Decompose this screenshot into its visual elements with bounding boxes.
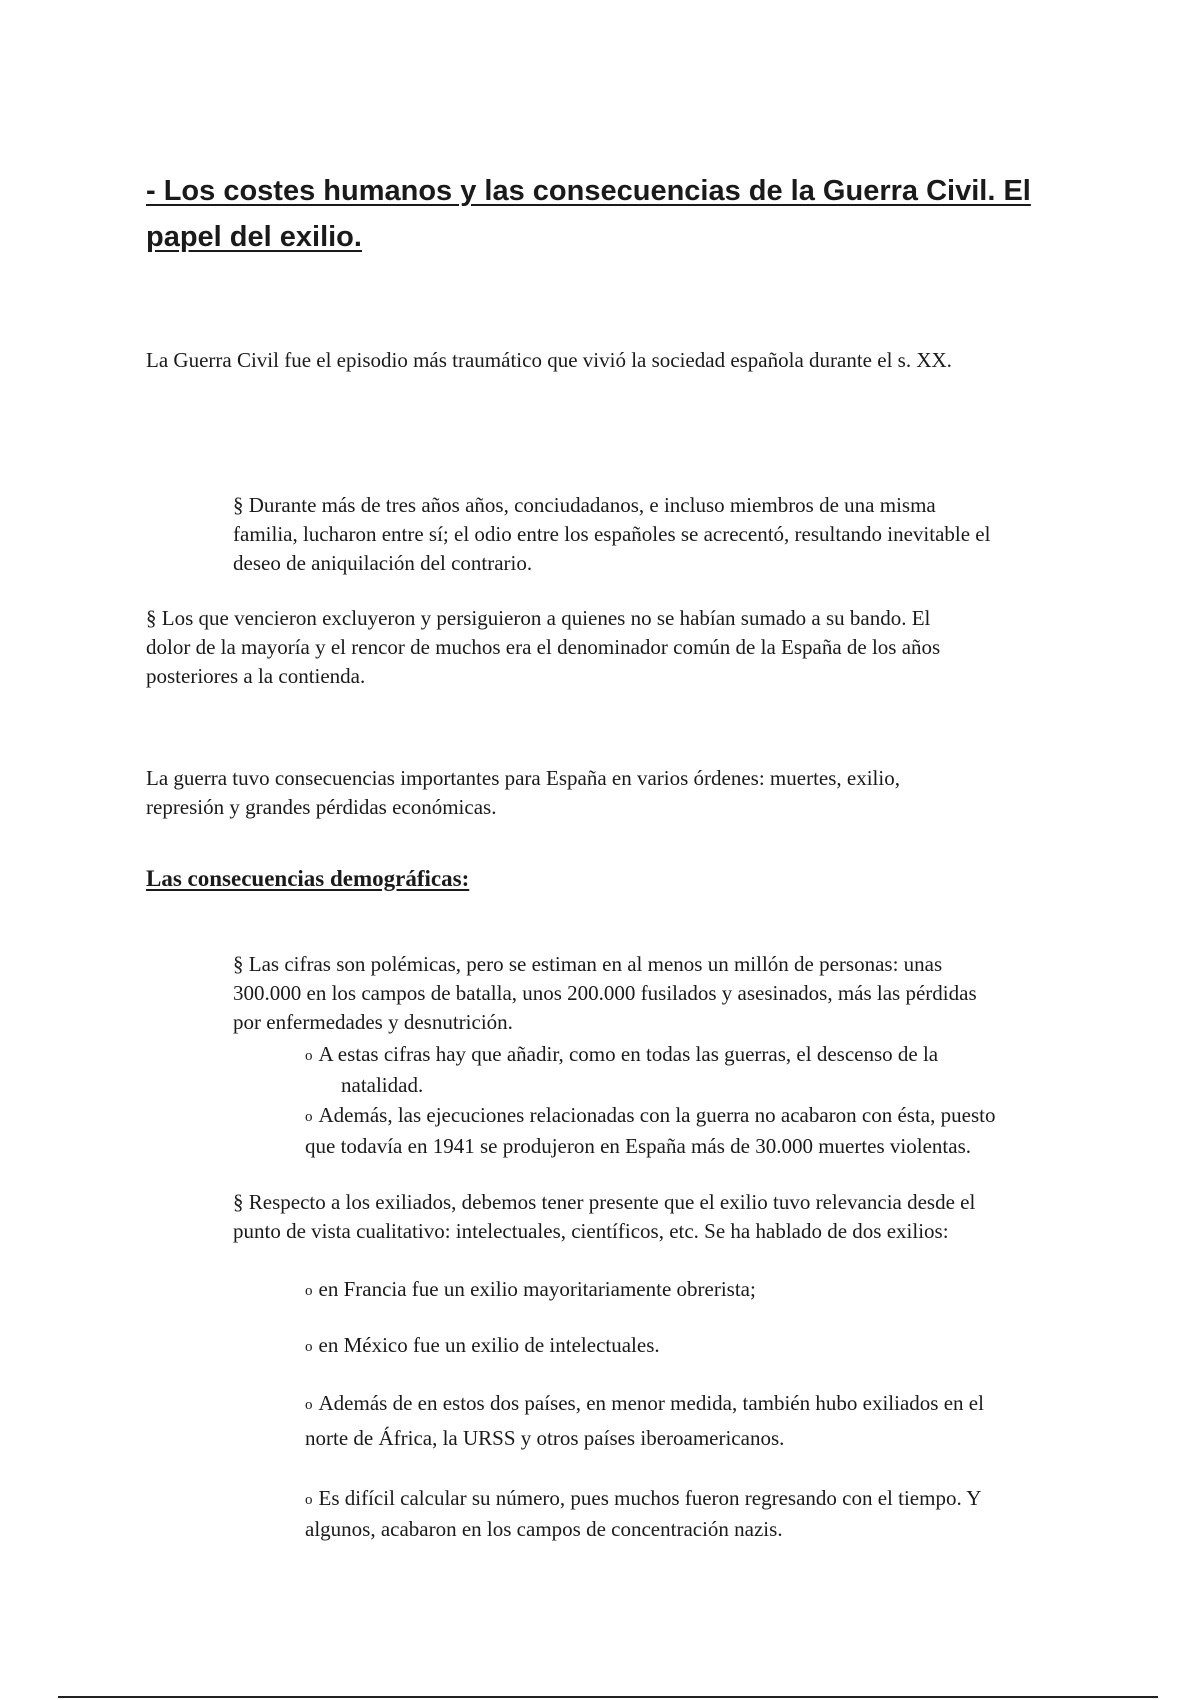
sub-bullet-2: [305, 1101, 1005, 1161]
sub-bullet-6-text: Es difícil calcular su número, pues muchos fueron regresando con el tiempo. Y algunos, acabaron en los campos de concentración nazis.: [305, 1486, 981, 1541]
sub-bullet-4: [305, 1331, 1005, 1362]
sub-bullet-1-line1: A estas cifras hay que añadir, como en todas las guerras, el descenso de la: [318, 1042, 939, 1066]
bullet-paragraph-4: § Respecto a los exiliados, debemos tener presente que el exilio tuvo relevancia desde el punto de vista cualitativo: intelectuales, científicos, etc. Se ha hablado de dos exilios:: [233, 1190, 976, 1243]
sub-bullet-5: [305, 1387, 1005, 1455]
bullet-paragraph-1: § Durante más de tres años años, conciudadanos, e incluso miembros de una misma familia, lucharon entre sí; el odio entre los españoles se acrecentó, resultando inevitable el deseo de aniquilación del contrario.: [233, 493, 991, 575]
bullet-paragraph-2: § Los que vencieron excluyeron y persiguieron a quienes no se habían sumado a su bando. El dolor de la mayoría y el rencor de muchos era el denominador común de la España de los años posteriores a la contienda.: [146, 606, 941, 688]
sub-bullet-glyph: o: [305, 1339, 313, 1355]
sub-bullet-glyph: o: [305, 1109, 313, 1125]
sub-bullet-1: [305, 1040, 1065, 1100]
sub-bullet-glyph: o: [305, 1283, 313, 1299]
bullet-paragraph-3: § Las cifras son polémicas, pero se estiman en al menos un millón de personas: unas 300.000 en los campos de batalla, unos 200.000 fusilados y asesinados, más las pérdidas por enfermedades y desnutrición.: [233, 952, 977, 1034]
intro-paragraph: La Guerra Civil fue el episodio más traumático que vivió la sociedad española durante el s. XX.: [146, 348, 952, 372]
sub-bullet-3-text: en Francia fue un exilio mayoritariamente obrerista;: [318, 1277, 756, 1301]
sub-bullet-1-line2: natalidad.: [341, 1073, 424, 1097]
section-heading: Las consecuencias demográficas:: [146, 866, 470, 891]
sub-bullet-6: [305, 1484, 1005, 1544]
sub-bullet-3: [305, 1275, 1005, 1306]
consequences-paragraph: La guerra tuvo consecuencias importantes para España en varios órdenes: muertes, exilio, represión y grandes pérdidas económicas.: [146, 766, 900, 819]
sub-bullet-4-text: en México fue un exilio de intelectuales.: [318, 1333, 660, 1357]
page-title: - Los costes humanos y las consecuencias de la Guerra Civil. El papel del exilio.: [146, 175, 1031, 253]
page-divider: [58, 1696, 1158, 1698]
sub-bullet-glyph: o: [305, 1492, 313, 1508]
sub-bullet-5-text: Además de en estos dos países, en menor medida, también hubo exiliados en el norte de África, la URSS y otros países iberoamericanos.: [305, 1391, 984, 1450]
sub-bullet-glyph: o: [305, 1397, 313, 1413]
sub-bullet-glyph: o: [305, 1048, 313, 1064]
sub-bullet-2-text: Además, las ejecuciones relacionadas con la guerra no acabaron con ésta, puesto que todavía en 1941 se produjeron en España más de 30.000 muertes violentas.: [305, 1103, 996, 1158]
